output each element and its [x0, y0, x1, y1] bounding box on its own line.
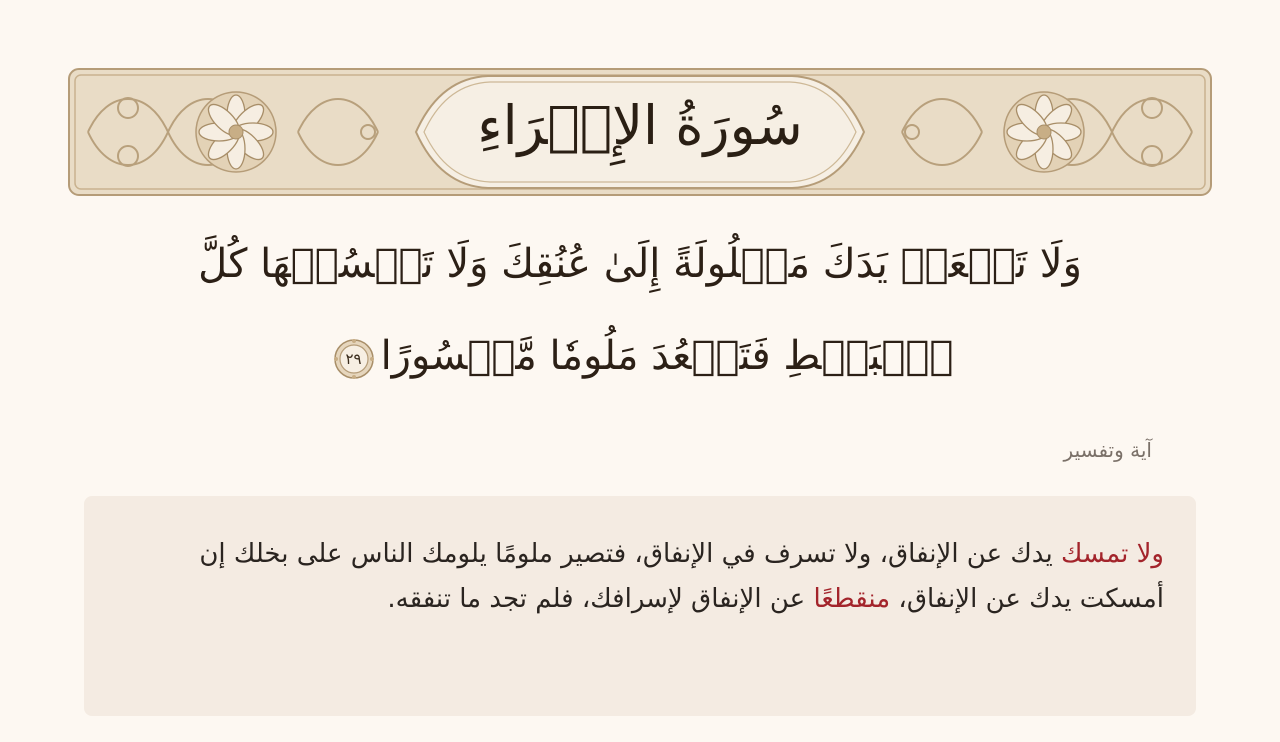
tafsir-text — [124, 532, 1164, 622]
ayah-number-marker[interactable] — [333, 338, 375, 380]
verse-text-block — [120, 218, 1160, 402]
tafsir-segment: يدك عن الإنفاق، ولا تسرف في الإنفاق، فتصير ملومًا يلومك الناس على بخلك إن أمسكت يدك عن الإنفاق، — [199, 539, 1164, 614]
tafsir-highlight: ولا تمسك — [1060, 539, 1164, 569]
verse-text: وَلَا تَجۡعَلۡ يَدَكَ مَغۡلُولَةً إِلَىٰ عُنُقِكَ وَلَا تَبۡسُطۡهَا كُلَّ ٱلۡبَسۡطِ فَتَقۡعُدَ مَلُومٗا مَّحۡسُورًا — [198, 241, 1082, 379]
ayah-number: ٢٩ — [345, 350, 362, 368]
surah-header-banner — [68, 68, 1212, 196]
tafsir-card — [84, 496, 1196, 716]
surah-title: سُورَةُ الإِسۡرَاءِ — [477, 94, 803, 157]
tafsir-segment: عن الإنفاق لإسرافك، فلم تجد ما تنفقه. — [387, 584, 814, 614]
tafsir-highlight: منقطعًا — [813, 584, 891, 614]
section-label: آية وتفسير — [1063, 438, 1152, 462]
